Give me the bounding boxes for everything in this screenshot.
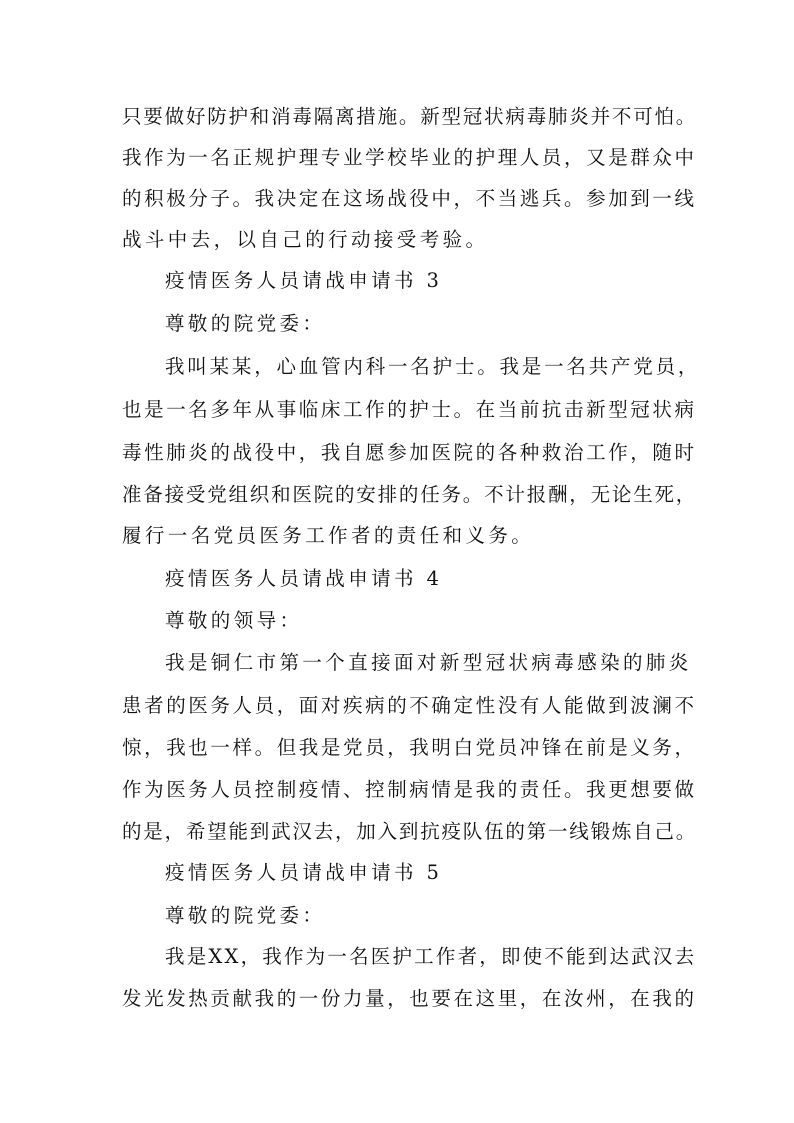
paragraph-line: 履行一名党员医务工作者的责任和义务。 bbox=[122, 524, 535, 547]
paragraph-line: 也是一名多年从事临床工作的护士。在当前抗击新型冠状病 bbox=[122, 398, 697, 421]
salutation: 尊敬的领导： bbox=[165, 609, 303, 632]
paragraph-line: 我是铜仁市第一个直接面对新型冠状病毒感染的肺炎 bbox=[165, 651, 692, 674]
paragraph-line: 只要做好防护和消毒隔离措施。新型冠状病毒肺炎并不可怕。 bbox=[122, 105, 698, 128]
paragraph-line: 战斗中去，以自己的行动接受考验。 bbox=[122, 228, 489, 251]
paragraph-line: 我作为一名正规护理专业学校毕业的护理人员，又是群众中 bbox=[122, 146, 697, 169]
salutation: 尊敬的院党委： bbox=[165, 904, 326, 927]
paragraph-line: 我叫某某，心血管内科一名护士。我是一名共产党员， bbox=[165, 355, 701, 378]
paragraph-line: 我是XX，我作为一名医护工作者，即使不能到达武汉去 bbox=[165, 945, 697, 968]
section-heading: 疫情医务人员请战申请书 5 bbox=[165, 861, 443, 884]
paragraph-line: 发光发热贡献我的一份力量，也要在这里，在汝州，在我的 bbox=[122, 987, 697, 1010]
paragraph-line: 准备接受党组织和医院的安排的任务。不计报酬，无论生死， bbox=[122, 483, 698, 506]
paragraph-line: 患者的医务人员，面对疾病的不确定性没有人能做到波澜不 bbox=[122, 694, 697, 717]
section-heading: 疫情医务人员请战申请书 3 bbox=[165, 269, 443, 292]
paragraph-line: 惊，我也一样。但我是党员，我明白党员冲锋在前是义务， bbox=[122, 736, 697, 759]
paragraph-line: 毒性肺炎的战役中，我自愿参加医院的各种救治工作，随时 bbox=[122, 441, 697, 464]
paragraph-line: 的是，希望能到武汉去，加入到抗疫队伍的第一线锻炼自己。 bbox=[122, 820, 698, 843]
salutation: 尊敬的院党委： bbox=[165, 312, 326, 335]
paragraph-line: 的积极分子。我决定在这场战役中，不当逃兵。参加到一线 bbox=[122, 187, 697, 210]
paragraph-line: 作为医务人员控制疫情、控制病情是我的责任。我更想要做 bbox=[122, 778, 697, 801]
section-heading: 疫情医务人员请战申请书 4 bbox=[165, 567, 443, 590]
